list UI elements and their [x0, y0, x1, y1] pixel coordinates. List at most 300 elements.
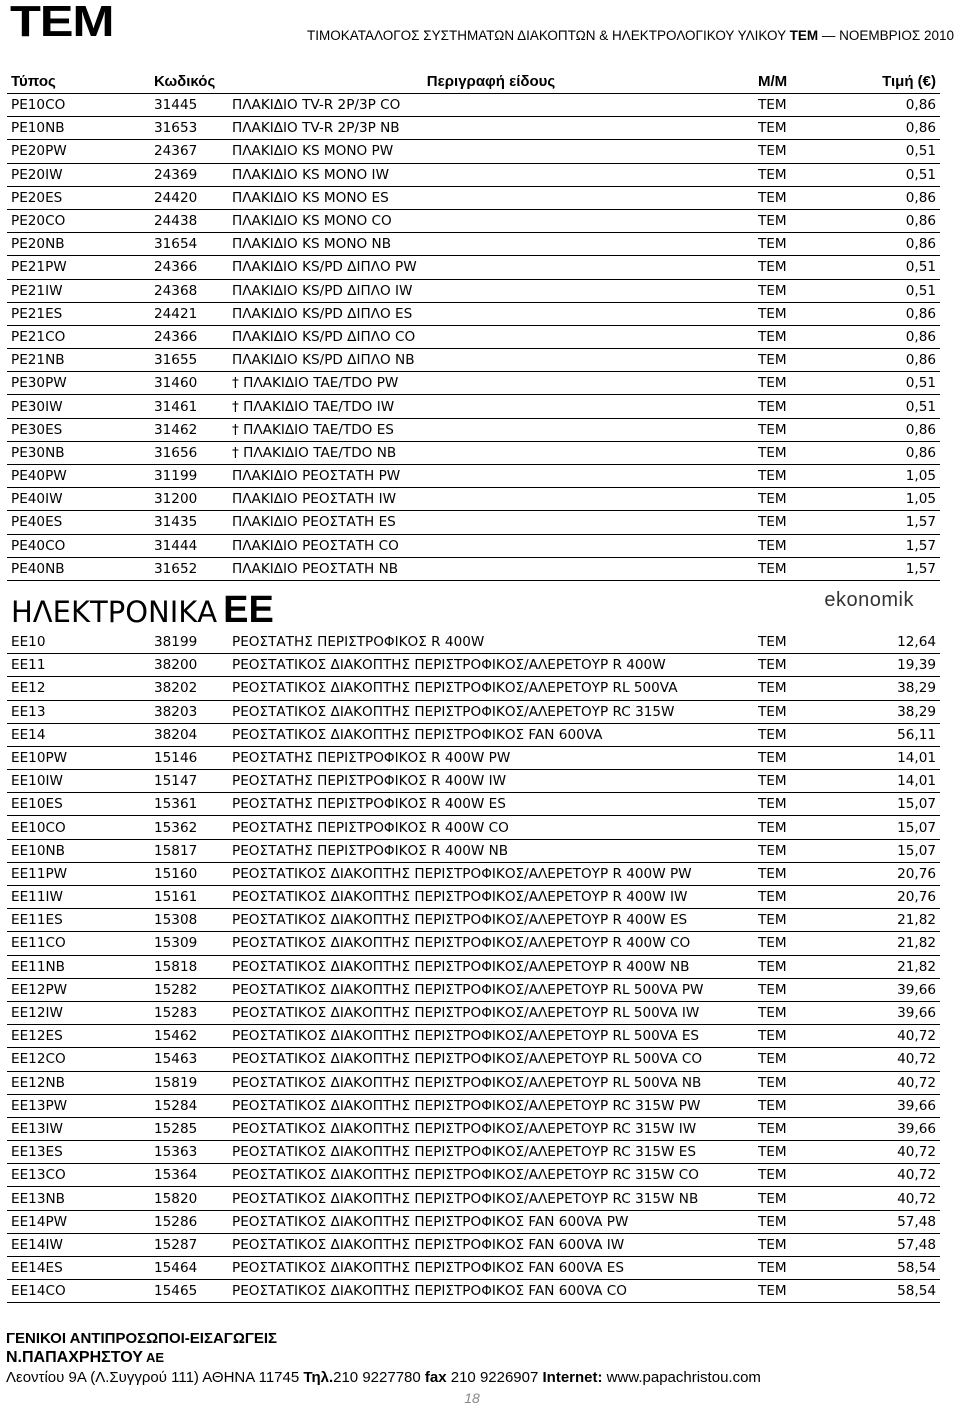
price-cell: 19,39: [832, 654, 940, 677]
price-cell: 39,66: [832, 1094, 940, 1117]
type-cell: PE20NB: [7, 233, 150, 256]
type-cell: EE12PW: [7, 978, 150, 1001]
code-cell: 31656: [150, 441, 228, 464]
type-cell: PE21NB: [7, 349, 150, 372]
type-cell: EE14IW: [7, 1233, 150, 1256]
type-cell: EE12IW: [7, 1001, 150, 1024]
code-cell: 31462: [150, 418, 228, 441]
type-cell: EE11CO: [7, 932, 150, 955]
unit-cell: TEM: [754, 349, 832, 372]
description-cell: ΡΕΟΣΤΑΤΙΚΟΣ ΔΙΑΚΟΠΤΗΣ ΠΕΡΙΣΤΡΟΦΙΚΟΣ/ΑΛΕΡΕΤΟΥΡ RL 500VA PW: [228, 978, 754, 1001]
price-cell: 40,72: [832, 1164, 940, 1187]
table-row: [7, 418, 940, 441]
code-cell: 24366: [150, 256, 228, 279]
table-row: [7, 325, 940, 348]
unit-cell: TEM: [754, 978, 832, 1001]
code-cell: 24366: [150, 325, 228, 348]
table-row: [7, 279, 940, 302]
price-cell: 0,51: [832, 372, 940, 395]
description-cell: ΡΕΟΣΤΑΤΗΣ ΠΕΡΙΣΤΡΟΦΙΚΟΣ R 400W IW: [228, 770, 754, 793]
description-cell: ΡΕΟΣΤΑΤΙΚΟΣ ΔΙΑΚΟΠΤΗΣ ΠΕΡΙΣΤΡΟΦΙΚΟΣ FAN 600VA ES: [228, 1257, 754, 1280]
description-cell: ΡΕΟΣΤΑΤΗΣ ΠΕΡΙΣΤΡΟΦΙΚΟΣ R 400W ES: [228, 793, 754, 816]
description-cell: ΠΛΑΚΙΔΙΟ ΡΕΟΣΤΑΤΗ NB: [228, 557, 754, 580]
type-cell: PE30PW: [7, 372, 150, 395]
section-code: EE: [223, 588, 274, 631]
table-row: [7, 700, 940, 723]
unit-cell: TEM: [754, 886, 832, 909]
col-type: Τύπος: [7, 69, 150, 94]
unit-cell: TEM: [754, 279, 832, 302]
code-cell: 24369: [150, 163, 228, 186]
description-cell: ΠΛΑΚΙΔΙΟ KS/PD ΔΙΠΛΟ NB: [228, 349, 754, 372]
unit-cell: TEM: [754, 418, 832, 441]
price-cell: 40,72: [832, 1187, 940, 1210]
type-cell: PE40NB: [7, 557, 150, 580]
description-cell: ΠΛΑΚΙΔΙΟ TV-R 2P/3P CO: [228, 94, 754, 117]
table-body-plates: [7, 94, 940, 581]
code-cell: 31655: [150, 349, 228, 372]
description-cell: ΠΛΑΚΙΔΙΟ ΡΕΟΣΤΑΤΗ ES: [228, 511, 754, 534]
price-cell: 58,54: [832, 1257, 940, 1280]
type-cell: EE11PW: [7, 862, 150, 885]
code-cell: 15362: [150, 816, 228, 839]
table-row: [7, 163, 940, 186]
unit-cell: TEM: [754, 1117, 832, 1140]
code-cell: 38202: [150, 677, 228, 700]
unit-cell: TEM: [754, 1001, 832, 1024]
price-cell: 0,86: [832, 349, 940, 372]
type-cell: EE10ES: [7, 793, 150, 816]
table-row: [7, 557, 940, 580]
unit-cell: TEM: [754, 770, 832, 793]
table-row: [7, 1001, 940, 1024]
price-cell: 15,07: [832, 793, 940, 816]
table-row: [7, 1025, 940, 1048]
table-row: [7, 441, 940, 464]
description-cell: † ΠΛΑΚΙΔΙΟ TAE/TDO IW: [228, 395, 754, 418]
unit-cell: TEM: [754, 1210, 832, 1233]
price-table: [7, 69, 940, 1303]
unit-cell: TEM: [754, 955, 832, 978]
code-cell: 24421: [150, 302, 228, 325]
unit-cell: TEM: [754, 1233, 832, 1256]
page-footer: [6, 1330, 946, 1386]
type-cell: PE21CO: [7, 325, 150, 348]
table-row: [7, 886, 940, 909]
description-cell: ΡΕΟΣΤΑΤΗΣ ΠΕΡΙΣΤΡΟΦΙΚΟΣ R 400W PW: [228, 746, 754, 769]
unit-cell: TEM: [754, 1071, 832, 1094]
type-cell: EE12NB: [7, 1071, 150, 1094]
type-cell: EE10: [7, 631, 150, 654]
code-cell: 31444: [150, 534, 228, 557]
unit-cell: TEM: [754, 1187, 832, 1210]
type-cell: EE13PW: [7, 1094, 150, 1117]
code-cell: 15146: [150, 746, 228, 769]
description-cell: † ΠΛΑΚΙΔΙΟ TAE/TDO NB: [228, 441, 754, 464]
type-cell: EE10PW: [7, 746, 150, 769]
unit-cell: TEM: [754, 1164, 832, 1187]
unit-cell: TEM: [754, 1094, 832, 1117]
tem-logo: TEM: [10, 0, 114, 46]
code-cell: 15819: [150, 1071, 228, 1094]
code-cell: 24420: [150, 186, 228, 209]
code-cell: 15161: [150, 886, 228, 909]
description-cell: ΡΕΟΣΤΑΤΗΣ ΠΕΡΙΣΤΡΟΦΙΚΟΣ R 400W CO: [228, 816, 754, 839]
description-cell: ΠΛΑΚΙΔΙΟ ΡΕΟΣΤΑΤΗ CO: [228, 534, 754, 557]
code-cell: 38199: [150, 631, 228, 654]
type-cell: PE40CO: [7, 534, 150, 557]
type-cell: EE14PW: [7, 1210, 150, 1233]
price-cell: 15,07: [832, 816, 940, 839]
table-row: [7, 209, 940, 232]
price-cell: 14,01: [832, 770, 940, 793]
unit-cell: TEM: [754, 372, 832, 395]
unit-cell: TEM: [754, 233, 832, 256]
price-cell: 15,07: [832, 839, 940, 862]
section-title: ΗΛΕΚΤΡΟΝΙΚΑ EE: [11, 588, 274, 631]
code-cell: 31654: [150, 233, 228, 256]
code-cell: 15465: [150, 1280, 228, 1303]
code-cell: 15286: [150, 1210, 228, 1233]
unit-cell: TEM: [754, 557, 832, 580]
table-row: [7, 793, 940, 816]
type-cell: PE40ES: [7, 511, 150, 534]
code-cell: 24367: [150, 140, 228, 163]
price-cell: 0,86: [832, 117, 940, 140]
price-cell: 56,11: [832, 723, 940, 746]
description-cell: ΠΛΑΚΙΔΙΟ KS/PD ΔΙΠΛΟ IW: [228, 279, 754, 302]
price-cell: 20,76: [832, 886, 940, 909]
type-cell: EE12: [7, 677, 150, 700]
unit-cell: TEM: [754, 1141, 832, 1164]
code-cell: 15308: [150, 909, 228, 932]
price-cell: 57,48: [832, 1233, 940, 1256]
price-cell: 21,82: [832, 932, 940, 955]
code-cell: 31200: [150, 488, 228, 511]
table-row: [7, 955, 940, 978]
type-cell: PE20ES: [7, 186, 150, 209]
type-cell: PE30IW: [7, 395, 150, 418]
code-cell: 15284: [150, 1094, 228, 1117]
price-cell: 20,76: [832, 862, 940, 885]
code-cell: 15464: [150, 1257, 228, 1280]
description-cell: ΡΕΟΣΤΑΤΙΚΟΣ ΔΙΑΚΟΠΤΗΣ ΠΕΡΙΣΤΡΟΦΙΚΟΣ/ΑΛΕΡΕΤΟΥΡ RC 315W NB: [228, 1187, 754, 1210]
code-cell: 31460: [150, 372, 228, 395]
table-row: [7, 186, 940, 209]
code-cell: 31199: [150, 465, 228, 488]
code-cell: 15282: [150, 978, 228, 1001]
description-cell: ΡΕΟΣΤΑΤΙΚΟΣ ΔΙΑΚΟΠΤΗΣ ΠΕΡΙΣΤΡΟΦΙΚΟΣ/ΑΛΕΡΕΤΟΥΡ R 400W ES: [228, 909, 754, 932]
code-cell: 38204: [150, 723, 228, 746]
type-cell: EE13CO: [7, 1164, 150, 1187]
code-cell: 38203: [150, 700, 228, 723]
description-cell: ΠΛΑΚΙΔΙΟ KS ΜΟΝΟ PW: [228, 140, 754, 163]
table-row: [7, 1210, 940, 1233]
unit-cell: TEM: [754, 654, 832, 677]
table-row: [7, 302, 940, 325]
type-cell: EE12ES: [7, 1025, 150, 1048]
code-cell: 15287: [150, 1233, 228, 1256]
table-row: [7, 94, 940, 117]
price-cell: 38,29: [832, 700, 940, 723]
table-row: [7, 654, 940, 677]
price-cell: 1,57: [832, 511, 940, 534]
page-header: [0, 0, 960, 50]
description-cell: ΡΕΟΣΤΑΤΙΚΟΣ ΔΙΑΚΟΠΤΗΣ ΠΕΡΙΣΤΡΟΦΙΚΟΣ/ΑΛΕΡΕΤΟΥΡ RC 315W IW: [228, 1117, 754, 1140]
table-row: [7, 978, 940, 1001]
description-cell: ΡΕΟΣΤΑΤΙΚΟΣ ΔΙΑΚΟΠΤΗΣ ΠΕΡΙΣΤΡΟΦΙΚΟΣ/ΑΛΕΡΕΤΟΥΡ RC 315W ES: [228, 1141, 754, 1164]
description-cell: ΡΕΟΣΤΑΤΙΚΟΣ ΔΙΑΚΟΠΤΗΣ ΠΕΡΙΣΤΡΟΦΙΚΟΣ FAN 600VA: [228, 723, 754, 746]
unit-cell: TEM: [754, 1257, 832, 1280]
code-cell: 38200: [150, 654, 228, 677]
unit-cell: TEM: [754, 94, 832, 117]
code-cell: 24438: [150, 209, 228, 232]
table-row: [7, 862, 940, 885]
description-cell: ΡΕΟΣΤΑΤΙΚΟΣ ΔΙΑΚΟΠΤΗΣ ΠΕΡΙΣΤΡΟΦΙΚΟΣ FAN 600VA IW: [228, 1233, 754, 1256]
description-cell: ΠΛΑΚΙΔΙΟ KS/PD ΔΙΠΛΟ CO: [228, 325, 754, 348]
table-row: [7, 256, 940, 279]
unit-cell: TEM: [754, 209, 832, 232]
price-cell: 57,48: [832, 1210, 940, 1233]
table-row: [7, 1117, 940, 1140]
code-cell: 31445: [150, 94, 228, 117]
description-cell: ΡΕΟΣΤΑΤΙΚΟΣ ΔΙΑΚΟΠΤΗΣ ΠΕΡΙΣΤΡΟΦΙΚΟΣ FAN 600VA PW: [228, 1210, 754, 1233]
code-cell: 31435: [150, 511, 228, 534]
table-body-electronics: [7, 631, 940, 1303]
unit-cell: TEM: [754, 631, 832, 654]
table-row: [7, 372, 940, 395]
description-cell: ΠΛΑΚΙΔΙΟ KS ΜΟΝΟ NB: [228, 233, 754, 256]
price-cell: 1,57: [832, 534, 940, 557]
price-cell: 40,72: [832, 1141, 940, 1164]
section-electronics: [7, 580, 940, 631]
type-cell: EE11IW: [7, 886, 150, 909]
unit-cell: TEM: [754, 700, 832, 723]
table-row: [7, 1257, 940, 1280]
type-cell: EE13ES: [7, 1141, 150, 1164]
description-cell: ΠΛΑΚΙΔΙΟ TV-R 2P/3P NB: [228, 117, 754, 140]
type-cell: PE40PW: [7, 465, 150, 488]
type-cell: EE13IW: [7, 1117, 150, 1140]
price-cell: 0,86: [832, 186, 940, 209]
description-cell: ΠΛΑΚΙΔΙΟ ΡΕΟΣΤΑΤΗ IW: [228, 488, 754, 511]
description-cell: ΡΕΟΣΤΑΤΙΚΟΣ ΔΙΑΚΟΠΤΗΣ ΠΕΡΙΣΤΡΟΦΙΚΟΣ/ΑΛΕΡΕΤΟΥΡ RC 315W: [228, 700, 754, 723]
unit-cell: TEM: [754, 723, 832, 746]
type-cell: EE10NB: [7, 839, 150, 862]
table-row: [7, 488, 940, 511]
unit-cell: TEM: [754, 932, 832, 955]
description-cell: ΠΛΑΚΙΔΙΟ KS ΜΟΝΟ IW: [228, 163, 754, 186]
table-row: [7, 233, 940, 256]
type-cell: EE11: [7, 654, 150, 677]
code-cell: 15160: [150, 862, 228, 885]
table-row: [7, 534, 940, 557]
price-cell: 0,86: [832, 441, 940, 464]
price-cell: 0,51: [832, 256, 940, 279]
type-cell: PE20PW: [7, 140, 150, 163]
code-cell: 15283: [150, 1001, 228, 1024]
table-row: [7, 816, 940, 839]
unit-cell: TEM: [754, 302, 832, 325]
price-cell: 0,86: [832, 418, 940, 441]
type-cell: EE10IW: [7, 770, 150, 793]
table-row: [7, 1141, 940, 1164]
ekonomik-logo: ekonomik: [824, 588, 914, 611]
code-cell: 15817: [150, 839, 228, 862]
price-cell: 39,66: [832, 1001, 940, 1024]
type-cell: EE14: [7, 723, 150, 746]
description-cell: ΠΛΑΚΙΔΙΟ KS ΜΟΝΟ CO: [228, 209, 754, 232]
unit-cell: TEM: [754, 140, 832, 163]
price-cell: 21,82: [832, 955, 940, 978]
price-cell: 1,05: [832, 465, 940, 488]
description-cell: ΠΛΑΚΙΔΙΟ ΡΕΟΣΤΑΤΗ PW: [228, 465, 754, 488]
description-cell: † ΠΛΑΚΙΔΙΟ TAE/TDO ES: [228, 418, 754, 441]
type-cell: PE20CO: [7, 209, 150, 232]
price-cell: 39,66: [832, 978, 940, 1001]
unit-cell: TEM: [754, 1048, 832, 1071]
price-cell: 0,86: [832, 302, 940, 325]
table-header: [7, 69, 940, 94]
type-cell: EE11NB: [7, 955, 150, 978]
table-row: [7, 909, 940, 932]
unit-cell: TEM: [754, 909, 832, 932]
footer-contact: Λεοντίου 9Α (Λ.Συγγρού 111) ΑΘΗΝΑ 11745 Τηλ.210 9227780 fax 210 9226907 Internet: www.papachristou.com: [6, 1369, 761, 1386]
description-cell: ΡΕΟΣΤΑΤΗΣ ΠΕΡΙΣΤΡΟΦΙΚΟΣ R 400W: [228, 631, 754, 654]
price-cell: 0,86: [832, 325, 940, 348]
unit-cell: TEM: [754, 325, 832, 348]
table-row: [7, 746, 940, 769]
table-row: [7, 1048, 940, 1071]
table-row: [7, 1164, 940, 1187]
description-cell: ΡΕΟΣΤΑΤΙΚΟΣ ΔΙΑΚΟΠΤΗΣ ΠΕΡΙΣΤΡΟΦΙΚΟΣ FAN 600VA CO: [228, 1280, 754, 1303]
type-cell: EE10CO: [7, 816, 150, 839]
price-cell: 0,51: [832, 395, 940, 418]
type-cell: PE21PW: [7, 256, 150, 279]
description-cell: ΡΕΟΣΤΑΤΙΚΟΣ ΔΙΑΚΟΠΤΗΣ ΠΕΡΙΣΤΡΟΦΙΚΟΣ/ΑΛΕΡΕΤΟΥΡ RC 315W PW: [228, 1094, 754, 1117]
description-cell: ΡΕΟΣΤΑΤΙΚΟΣ ΔΙΑΚΟΠΤΗΣ ΠΕΡΙΣΤΡΟΦΙΚΟΣ/ΑΛΕΡΕΤΟΥΡ RL 500VA CO: [228, 1048, 754, 1071]
unit-cell: TEM: [754, 117, 832, 140]
price-cell: 21,82: [832, 909, 940, 932]
table-row: [7, 723, 940, 746]
type-cell: PE21ES: [7, 302, 150, 325]
page-number: 18: [464, 1390, 480, 1406]
table-row: [7, 839, 940, 862]
unit-cell: TEM: [754, 793, 832, 816]
code-cell: 15364: [150, 1164, 228, 1187]
code-cell: 24368: [150, 279, 228, 302]
price-cell: 0,86: [832, 94, 940, 117]
unit-cell: TEM: [754, 488, 832, 511]
description-cell: ΡΕΟΣΤΑΤΙΚΟΣ ΔΙΑΚΟΠΤΗΣ ΠΕΡΙΣΤΡΟΦΙΚΟΣ/ΑΛΕΡΕΤΟΥΡ R 400W: [228, 654, 754, 677]
table-row: [7, 1071, 940, 1094]
col-description: Περιγραφή είδους: [228, 69, 754, 94]
description-cell: ΡΕΟΣΤΑΤΙΚΟΣ ΔΙΑΚΟΠΤΗΣ ΠΕΡΙΣΤΡΟΦΙΚΟΣ/ΑΛΕΡΕΤΟΥΡ RL 500VA IW: [228, 1001, 754, 1024]
code-cell: 31652: [150, 557, 228, 580]
description-cell: ΡΕΟΣΤΑΤΙΚΟΣ ΔΙΑΚΟΠΤΗΣ ΠΕΡΙΣΤΡΟΦΙΚΟΣ/ΑΛΕΡΕΤΟΥΡ R 400W CO: [228, 932, 754, 955]
type-cell: PE10CO: [7, 94, 150, 117]
unit-cell: TEM: [754, 677, 832, 700]
description-cell: ΡΕΟΣΤΑΤΙΚΟΣ ΔΙΑΚΟΠΤΗΣ ΠΕΡΙΣΤΡΟΦΙΚΟΣ/ΑΛΕΡΕΤΟΥΡ R 400W PW: [228, 862, 754, 885]
code-cell: 15463: [150, 1048, 228, 1071]
price-cell: 0,51: [832, 163, 940, 186]
col-price: Τιμή (€): [832, 69, 940, 94]
type-cell: EE13: [7, 700, 150, 723]
description-cell: ΡΕΟΣΤΑΤΙΚΟΣ ΔΙΑΚΟΠΤΗΣ ΠΕΡΙΣΤΡΟΦΙΚΟΣ/ΑΛΕΡΕΤΟΥΡ RL 500VA ES: [228, 1025, 754, 1048]
unit-cell: TEM: [754, 186, 832, 209]
table-row: [7, 1187, 940, 1210]
unit-cell: TEM: [754, 256, 832, 279]
table-row: [7, 395, 940, 418]
price-cell: 58,54: [832, 1280, 940, 1303]
price-cell: 39,66: [832, 1117, 940, 1140]
code-cell: 15285: [150, 1117, 228, 1140]
table-row: [7, 932, 940, 955]
type-cell: EE14CO: [7, 1280, 150, 1303]
unit-cell: TEM: [754, 441, 832, 464]
description-cell: ΡΕΟΣΤΑΤΙΚΟΣ ΔΙΑΚΟΠΤΗΣ ΠΕΡΙΣΤΡΟΦΙΚΟΣ/ΑΛΕΡΕΤΟΥΡ RL 500VA NB: [228, 1071, 754, 1094]
price-cell: 40,72: [832, 1071, 940, 1094]
type-cell: PE30ES: [7, 418, 150, 441]
code-cell: 15361: [150, 793, 228, 816]
code-cell: 15818: [150, 955, 228, 978]
unit-cell: TEM: [754, 1280, 832, 1303]
type-cell: PE10NB: [7, 117, 150, 140]
footer-company: Ν.ΠΑΠΑΧΡΗΣΤΟΥ ΑΕ: [6, 1349, 165, 1366]
description-cell: ΡΕΟΣΤΑΤΗΣ ΠΕΡΙΣΤΡΟΦΙΚΟΣ R 400W NB: [228, 839, 754, 862]
type-cell: PE20IW: [7, 163, 150, 186]
unit-cell: TEM: [754, 534, 832, 557]
code-cell: 15363: [150, 1141, 228, 1164]
unit-cell: TEM: [754, 511, 832, 534]
type-cell: EE13NB: [7, 1187, 150, 1210]
code-cell: 15462: [150, 1025, 228, 1048]
section-row: [7, 580, 940, 631]
price-cell: 1,57: [832, 557, 940, 580]
unit-cell: TEM: [754, 862, 832, 885]
description-cell: ΡΕΟΣΤΑΤΙΚΟΣ ΔΙΑΚΟΠΤΗΣ ΠΕΡΙΣΤΡΟΦΙΚΟΣ/ΑΛΕΡΕΤΟΥΡ R 400W IW: [228, 886, 754, 909]
table-row: [7, 1094, 940, 1117]
price-cell: 38,29: [832, 677, 940, 700]
code-cell: 31653: [150, 117, 228, 140]
col-code: Κωδικός: [150, 69, 228, 94]
table-row: [7, 1280, 940, 1303]
code-cell: 15147: [150, 770, 228, 793]
code-cell: 31461: [150, 395, 228, 418]
table-row: [7, 1233, 940, 1256]
price-cell: 40,72: [832, 1048, 940, 1071]
price-cell: 0,51: [832, 279, 940, 302]
unit-cell: TEM: [754, 163, 832, 186]
col-unit: Μ/Μ: [754, 69, 832, 94]
price-cell: 0,51: [832, 140, 940, 163]
description-cell: † ΠΛΑΚΙΔΙΟ TAE/TDO PW: [228, 372, 754, 395]
description-cell: ΠΛΑΚΙΔΙΟ KS ΜΟΝΟ ES: [228, 186, 754, 209]
code-cell: 15820: [150, 1187, 228, 1210]
unit-cell: TEM: [754, 839, 832, 862]
table-row: [7, 677, 940, 700]
price-cell: 12,64: [832, 631, 940, 654]
description-cell: ΡΕΟΣΤΑΤΙΚΟΣ ΔΙΑΚΟΠΤΗΣ ΠΕΡΙΣΤΡΟΦΙΚΟΣ/ΑΛΕΡΕΤΟΥΡ RC 315W CO: [228, 1164, 754, 1187]
table-row: [7, 349, 940, 372]
type-cell: EE14ES: [7, 1257, 150, 1280]
table-row: [7, 770, 940, 793]
table-row: [7, 117, 940, 140]
header-tagline: ΤΙΜΟΚΑΤΑΛΟΓΟΣ ΣΥΣΤΗΜΑΤΩΝ ΔΙΑΚΟΠΤΩΝ & ΗΛΕΚΤΡΟΛΟΓΙΚΟΥ ΥΛΙΚΟΥ TEM — ΝΟΕΜΒΡΙΟΣ 2010: [307, 28, 954, 43]
description-cell: ΠΛΑΚΙΔΙΟ KS/PD ΔΙΠΛΟ PW: [228, 256, 754, 279]
table-row: [7, 140, 940, 163]
price-cell: 40,72: [832, 1025, 940, 1048]
